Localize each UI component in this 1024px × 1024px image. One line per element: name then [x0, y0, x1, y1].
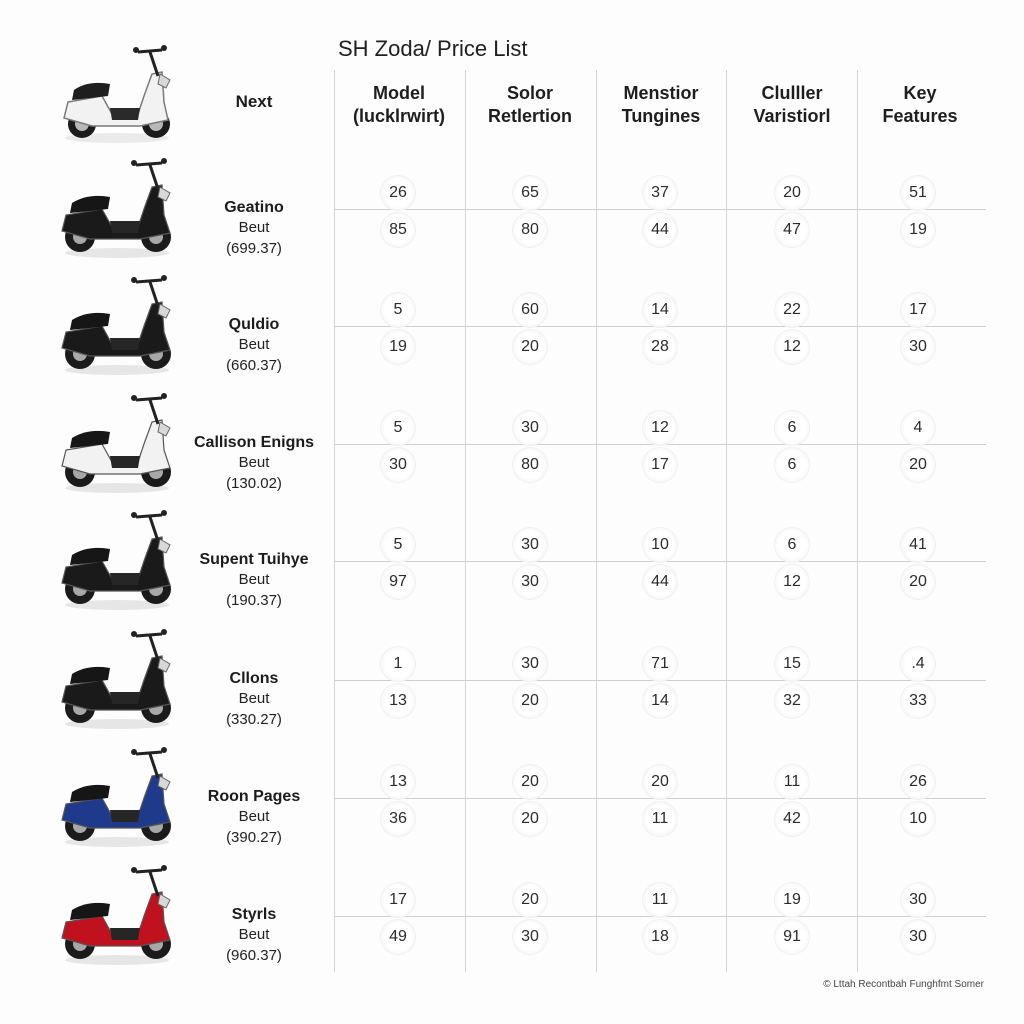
value-cell: 20 — [643, 765, 677, 799]
value-cell: 20 — [513, 765, 547, 799]
value-cell: 36 — [381, 802, 415, 836]
scooter-image — [52, 153, 182, 263]
model-label — [194, 786, 314, 849]
top-scooter-image — [52, 38, 182, 148]
column-header-clulller — [727, 82, 857, 128]
scooter-image — [52, 742, 182, 852]
model-row — [0, 624, 1024, 742]
scooter-icon — [52, 153, 182, 263]
model-label — [194, 432, 314, 495]
scooter-icon — [52, 860, 182, 970]
model-subtitle: Beut — [238, 690, 270, 707]
value-cell: 30 — [381, 448, 415, 482]
scooter-image — [52, 624, 182, 734]
scooter-image — [52, 505, 182, 615]
value-cell: 11 — [643, 802, 677, 836]
value-cell: 17 — [901, 293, 935, 327]
value-cell: 22 — [775, 293, 809, 327]
value-cell: 30 — [513, 411, 547, 445]
value-cell: 65 — [513, 176, 547, 210]
value-cell: 10 — [643, 528, 677, 562]
value-cell: 30 — [513, 647, 547, 681]
column-header-key-features — [855, 82, 985, 128]
value-cell: 44 — [643, 213, 677, 247]
value-cell: 33 — [901, 684, 935, 718]
value-cell: 14 — [643, 293, 677, 327]
model-label — [194, 197, 314, 260]
model-name: Geatino — [224, 199, 284, 216]
value-cell: 20 — [901, 448, 935, 482]
model-subtitle: Beut — [238, 571, 270, 588]
value-cell: 5 — [381, 528, 415, 562]
value-cell: 26 — [901, 765, 935, 799]
value-cell: 80 — [513, 213, 547, 247]
model-price: (190.37) — [226, 592, 282, 609]
value-cell: 19 — [901, 213, 935, 247]
value-cell: 6 — [775, 448, 809, 482]
value-cell: 28 — [643, 330, 677, 364]
scooter-icon — [52, 505, 182, 615]
model-price: (699.37) — [226, 240, 282, 257]
value-cell: 6 — [775, 411, 809, 445]
value-cell: 5 — [381, 411, 415, 445]
model-price: (330.27) — [226, 711, 282, 728]
value-cell: 85 — [381, 213, 415, 247]
value-cell: 19 — [381, 330, 415, 364]
model-price: (960.37) — [226, 947, 282, 964]
model-name: Quldio — [228, 316, 280, 333]
value-cell: 30 — [901, 920, 935, 954]
value-cell: 26 — [381, 176, 415, 210]
value-cell: 13 — [381, 765, 415, 799]
model-name: Callison Enigns — [194, 434, 315, 451]
value-cell: 4 — [901, 411, 935, 445]
value-cell: 1 — [381, 647, 415, 681]
scooter-icon — [52, 388, 182, 498]
column-header-line: Key — [903, 83, 937, 103]
scooter-icon — [52, 742, 182, 852]
value-cell: 37 — [643, 176, 677, 210]
corner-label: Next — [235, 92, 273, 111]
value-cell: 32 — [775, 684, 809, 718]
model-price: (660.37) — [226, 357, 282, 374]
column-header-menstior — [596, 82, 726, 128]
value-cell: 5 — [381, 293, 415, 327]
scooter-icon — [52, 270, 182, 380]
value-cell: 30 — [513, 528, 547, 562]
model-row — [0, 742, 1024, 860]
model-subtitle: Beut — [238, 219, 270, 236]
model-row — [0, 153, 1024, 271]
value-cell: 30 — [901, 330, 935, 364]
model-subtitle: Beut — [238, 454, 270, 471]
value-cell: 20 — [513, 684, 547, 718]
column-header-line: Retlertion — [487, 106, 572, 126]
value-cell: 6 — [775, 528, 809, 562]
value-cell: 20 — [901, 565, 935, 599]
model-label — [194, 668, 314, 731]
model-row — [0, 505, 1024, 623]
value-cell: 30 — [513, 565, 547, 599]
value-cell: 19 — [775, 883, 809, 917]
value-cell: .4 — [901, 647, 935, 681]
value-cell: 30 — [901, 883, 935, 917]
value-cell: 20 — [513, 883, 547, 917]
value-cell: 11 — [643, 883, 677, 917]
column-header-line: Model — [373, 83, 425, 103]
scooter-image — [52, 860, 182, 970]
value-cell: 47 — [775, 213, 809, 247]
value-cell: 10 — [901, 802, 935, 836]
value-cell: 20 — [513, 330, 547, 364]
value-cell: 15 — [775, 647, 809, 681]
value-cell: 41 — [901, 528, 935, 562]
column-header-line: (lucklrwirt) — [352, 106, 445, 126]
value-cell: 12 — [775, 330, 809, 364]
scooter-icon — [52, 624, 182, 734]
value-cell: 13 — [381, 684, 415, 718]
value-cell: 17 — [643, 448, 677, 482]
model-name: Roon Pages — [207, 788, 301, 805]
value-cell: 14 — [643, 684, 677, 718]
scooter-icon — [52, 38, 182, 148]
column-header-line: Menstior — [623, 83, 699, 103]
model-label — [194, 314, 314, 377]
value-cell: 91 — [775, 920, 809, 954]
value-cell: 71 — [643, 647, 677, 681]
model-name: Cllons — [229, 670, 279, 687]
model-subtitle: Beut — [238, 336, 270, 353]
value-cell: 51 — [901, 176, 935, 210]
footer-note: © Lttah Recontbah Funghfmt Somer — [823, 979, 984, 990]
model-price: (130.02) — [226, 475, 282, 492]
column-header-line: Clulller — [761, 83, 823, 103]
column-header-model — [334, 82, 464, 128]
model-subtitle: Beut — [238, 808, 270, 825]
value-cell: 20 — [513, 802, 547, 836]
value-cell: 12 — [643, 411, 677, 445]
value-cell: 18 — [643, 920, 677, 954]
value-cell: 97 — [381, 565, 415, 599]
value-cell: 44 — [643, 565, 677, 599]
value-cell: 11 — [775, 765, 809, 799]
value-cell: 49 — [381, 920, 415, 954]
model-name: Supent Tuihye — [199, 551, 309, 568]
value-cell: 60 — [513, 293, 547, 327]
model-row — [0, 388, 1024, 506]
scooter-image — [52, 270, 182, 380]
value-cell: 17 — [381, 883, 415, 917]
column-header-line: Tungines — [621, 106, 701, 126]
model-label — [194, 904, 314, 967]
column-header-line: Solor — [506, 83, 553, 103]
value-cell: 30 — [513, 920, 547, 954]
value-cell: 42 — [775, 802, 809, 836]
page-title: SH Zoda/ Price List — [338, 36, 528, 61]
value-cell: 80 — [513, 448, 547, 482]
value-cell: 20 — [775, 176, 809, 210]
model-row — [0, 860, 1024, 978]
column-header-line: Varistiorl — [753, 106, 831, 126]
column-header-solor — [465, 82, 595, 128]
scooter-image — [52, 388, 182, 498]
model-name: Styrls — [231, 906, 277, 923]
column-header-line: Features — [882, 106, 958, 126]
model-label — [194, 549, 314, 612]
model-price: (390.27) — [226, 829, 282, 846]
value-cell: 12 — [775, 565, 809, 599]
model-subtitle: Beut — [238, 926, 270, 943]
model-row — [0, 270, 1024, 388]
